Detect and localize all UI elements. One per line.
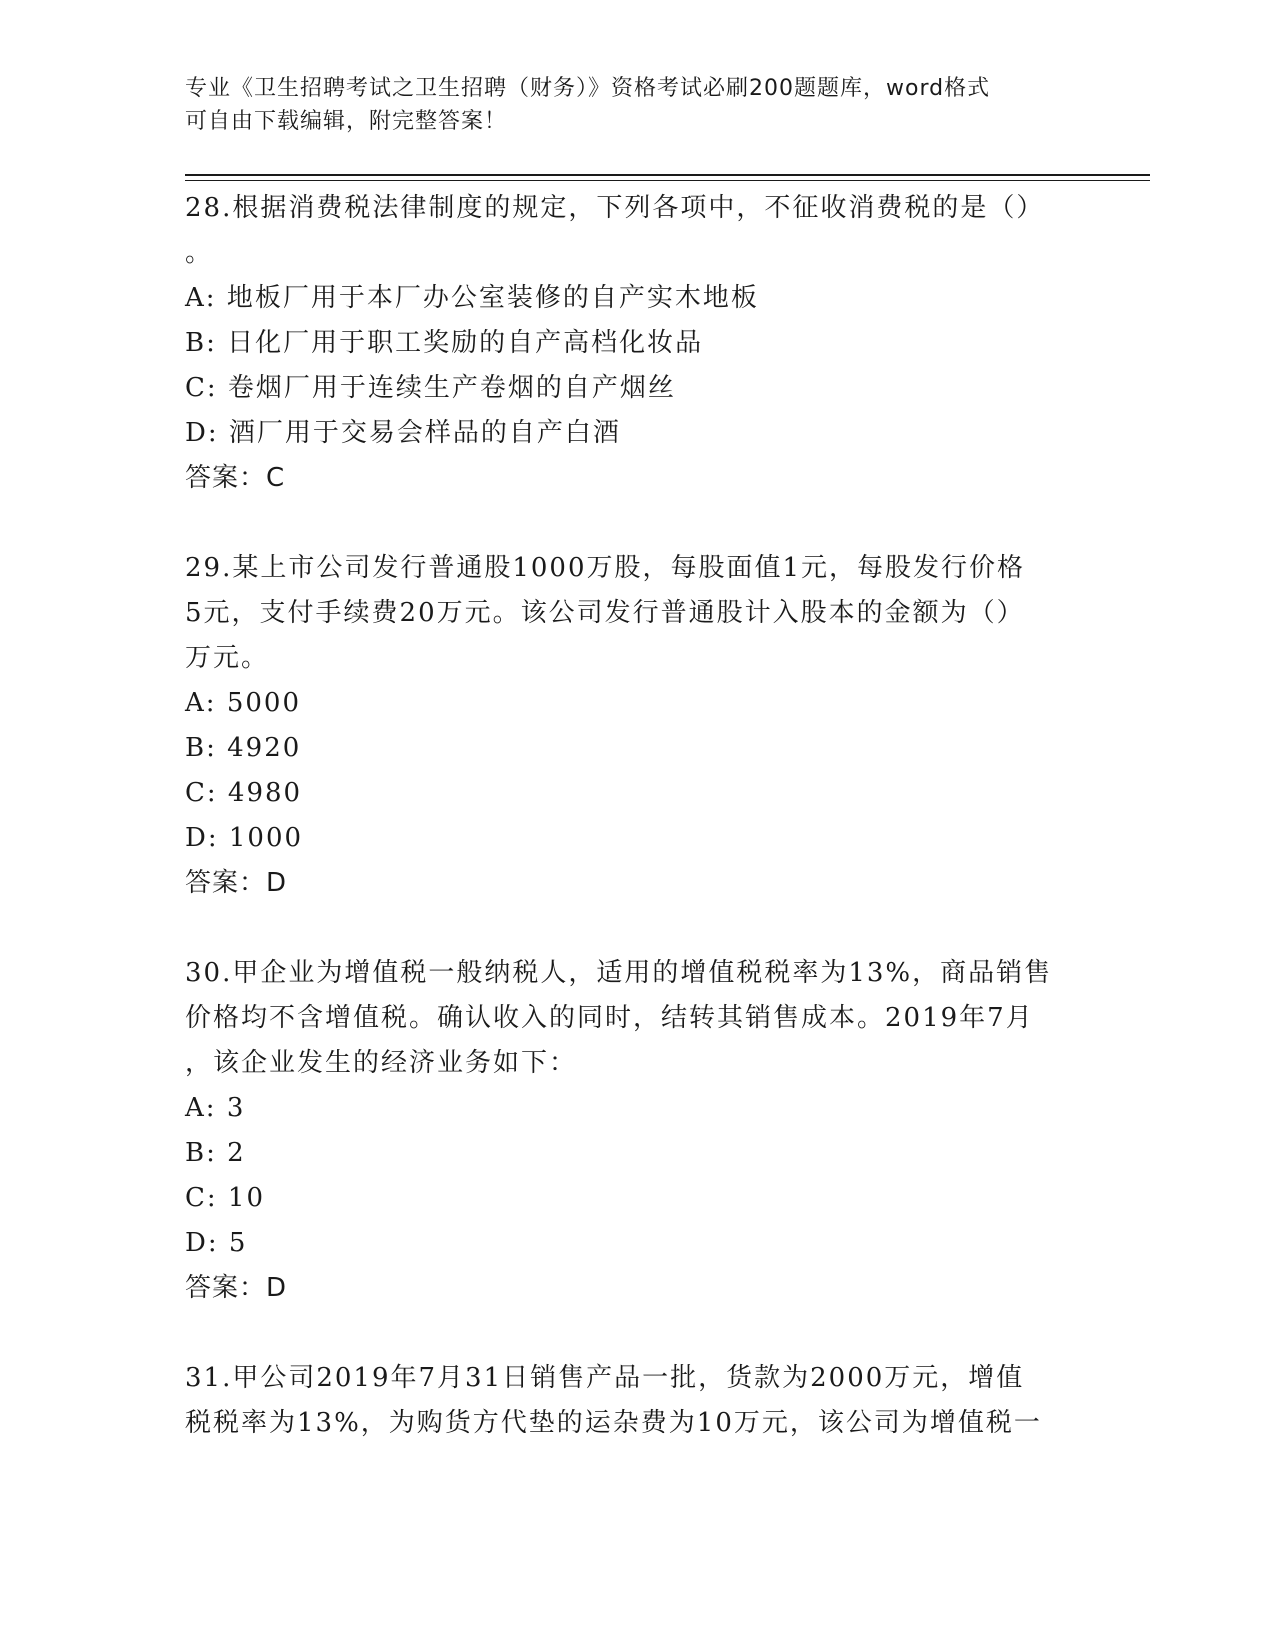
- option-text: 5000: [226, 688, 301, 718]
- option-c: [185, 366, 1065, 411]
- option-a: [185, 276, 1065, 321]
- option-text: 地板厂用于本厂办公室装修的自产实木地板: [226, 283, 759, 313]
- option-text: 2: [227, 1138, 246, 1168]
- option-key: B:: [185, 328, 217, 358]
- option-text: 4920: [227, 733, 302, 763]
- question-stem-line: 28.根据消费税法律制度的规定，下列各项中，不征收消费税的是（）: [185, 193, 1045, 223]
- option-d: [185, 1221, 1065, 1266]
- question-31: [185, 1356, 1065, 1446]
- header-line-1: 专业《卫生招聘考试之卫生招聘（财务）》资格考试必刷200题题库，word格式: [185, 76, 991, 101]
- answer-line: 答案：D: [185, 1273, 288, 1303]
- option-key: D:: [185, 823, 219, 853]
- header-divider-thin: [185, 180, 1150, 181]
- option-d: [185, 411, 1065, 456]
- option-text: 10: [227, 1183, 266, 1213]
- question-stem-line: 价格均不含增值税。确认收入的同时，结转其销售成本。2019年7月: [185, 1003, 1034, 1033]
- option-key: D:: [185, 1228, 219, 1258]
- option-key: B:: [185, 1138, 217, 1168]
- option-text: 4980: [227, 778, 303, 808]
- option-key: C:: [185, 778, 218, 808]
- option-text: 5: [228, 1228, 248, 1258]
- option-b: [185, 321, 1065, 366]
- question-stem-line: 。: [185, 238, 214, 268]
- option-d: [185, 816, 1065, 861]
- document-header: [185, 72, 1065, 138]
- question-stem-line: 30.甲企业为增值税一般纳税人，适用的增值税税率为13%，商品销售: [185, 958, 1053, 988]
- option-key: B:: [185, 733, 217, 763]
- option-a: [185, 1086, 1065, 1131]
- header-line-2: 可自由下载编辑，附完整答案！: [185, 109, 508, 134]
- option-c: [185, 1176, 1065, 1221]
- option-text: 卷烟厂用于连续生产卷烟的自产烟丝: [227, 373, 676, 403]
- option-b: [185, 1131, 1065, 1176]
- question-30: [185, 951, 1065, 1311]
- answer-line: 答案：C: [185, 463, 286, 493]
- option-text: 日化厂用于职工奖励的自产高档化妆品: [227, 328, 704, 358]
- option-key: A:: [185, 283, 217, 313]
- option-b: [185, 726, 1065, 771]
- question-list: [185, 186, 1065, 1446]
- answer-line: 答案：D: [185, 868, 288, 898]
- question-stem-line: 税税率为13%，为购货方代垫的运杂费为10万元，该公司为增值税一: [185, 1408, 1042, 1438]
- option-key: C:: [185, 373, 218, 403]
- option-c: [185, 771, 1065, 816]
- question-stem-line: 31.甲公司2019年7月31日销售产品一批，货款为2000万元，增值: [185, 1363, 1025, 1393]
- header-divider-thick: [185, 174, 1150, 176]
- option-text: 酒厂用于交易会样品的自产白酒: [228, 418, 621, 448]
- option-text: 3: [226, 1093, 246, 1123]
- option-text: 1000: [228, 823, 304, 853]
- option-key: A:: [185, 1093, 217, 1123]
- option-key: D:: [185, 418, 219, 448]
- question-29: [185, 546, 1065, 906]
- option-key: A:: [185, 688, 217, 718]
- option-a: [185, 681, 1065, 726]
- question-28: [185, 186, 1065, 501]
- option-key: C:: [185, 1183, 218, 1213]
- question-stem-line: ，该企业发生的经济业务如下：: [185, 1048, 578, 1078]
- question-stem-line: 5元，支付手续费20万元。该公司发行普通股计入股本的金额为（）: [185, 598, 1025, 628]
- question-stem-line: 万元。: [185, 643, 270, 673]
- question-stem-line: 29.某上市公司发行普通股1000万股，每股面值1元，每股发行价格: [185, 553, 1026, 583]
